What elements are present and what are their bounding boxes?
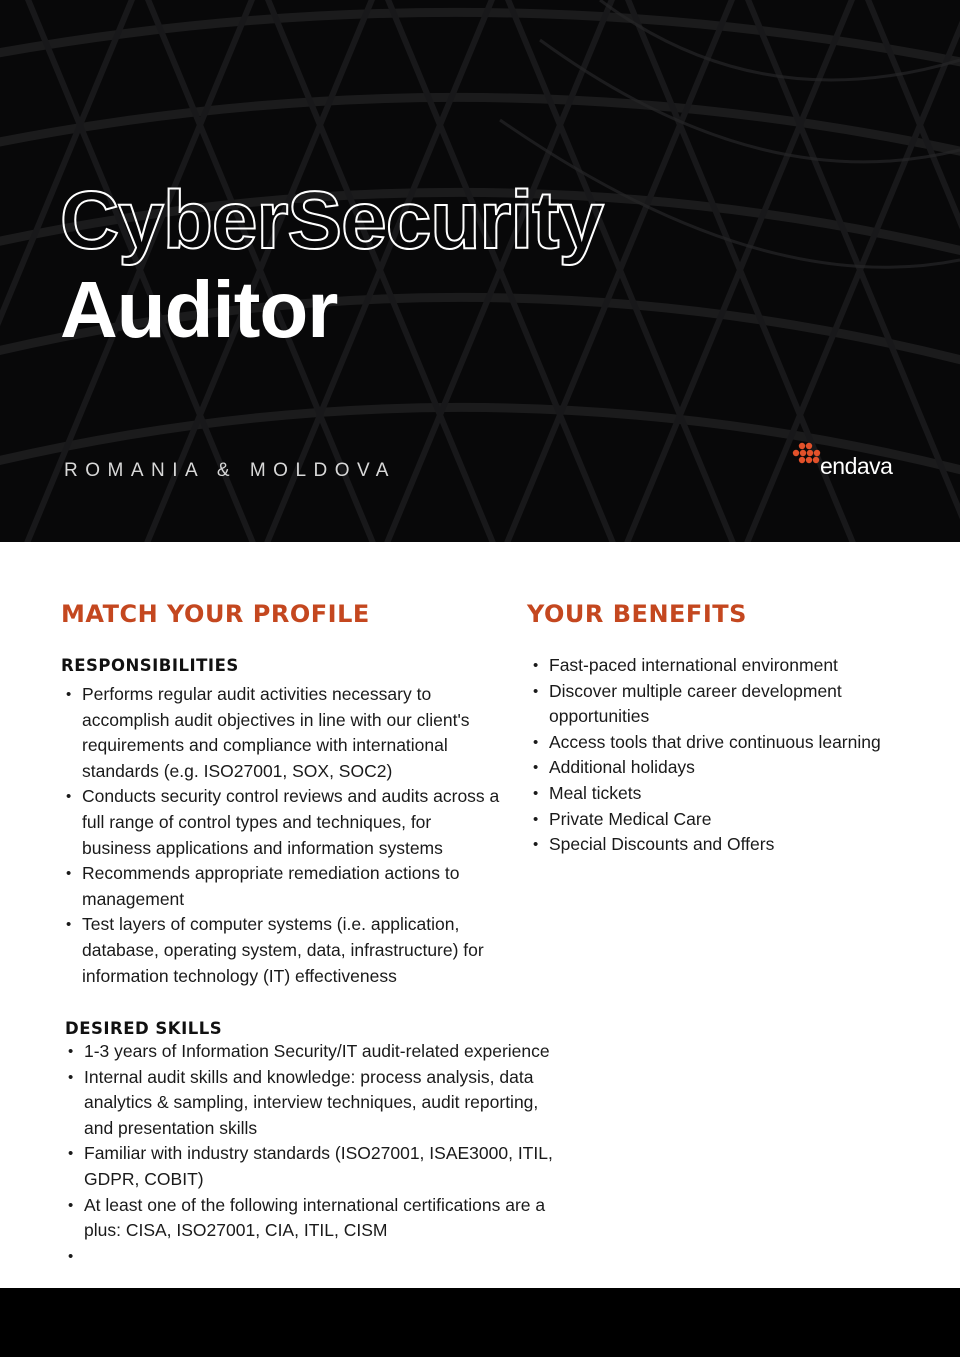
list-item: • Internal audit skills and knowledge: process analysis, data analytics & sampling, interview techniques, audit reporting, and presentation skills xyxy=(64,1065,556,1142)
responsibilities-heading: RESPONSIBILITIES xyxy=(61,656,239,675)
list-item: • Discover multiple career development opportunities xyxy=(529,679,909,730)
responsibilities-list xyxy=(62,682,502,989)
list-item: • 1-3 years of Information Security/IT audit-related experience xyxy=(64,1039,556,1065)
brand-name: endava xyxy=(820,453,893,479)
hero-banner xyxy=(0,0,960,542)
benefits-list xyxy=(529,653,909,858)
list-item: • Familiar with industry standards (ISO27001, ISAE3000, ITIL, GDPR, COBIT) xyxy=(64,1141,556,1192)
list-item: • Performs regular audit activities necessary to accomplish audit objectives in line with our client's requirements and compliance with international standards (e.g. ISO27001, SOX, SOC2) xyxy=(62,682,502,784)
list-item: • Recommends appropriate remediation actions to management xyxy=(62,861,502,912)
skills-heading: DESIRED SKILLS xyxy=(65,1019,223,1038)
profile-heading: MATCH YOUR PROFILE xyxy=(61,600,370,628)
skills-list xyxy=(64,1039,556,1269)
location-label: ROMANIA & MOLDOVA xyxy=(64,460,396,481)
title-line-1: CyberSecurity xyxy=(60,175,604,266)
list-item xyxy=(64,1244,556,1270)
list-item: • Fast-paced international environment xyxy=(529,653,909,679)
list-item: • Test layers of computer systems (i.e. application, database, operating system, data, infrastructure) for information technology (IT) effectiveness xyxy=(62,912,502,989)
list-item: • Special Discounts and Offers xyxy=(529,832,909,858)
list-item: • At least one of the following international certifications are a plus: CISA, ISO27001, CIA, ITIL, CISM xyxy=(64,1193,556,1244)
title-line-2: Auditor xyxy=(60,265,338,354)
list-item: • Private Medical Care xyxy=(529,807,909,833)
endava-logo xyxy=(792,442,902,482)
list-item: • Access tools that drive continuous learning xyxy=(529,730,909,756)
list-item: • Meal tickets xyxy=(529,781,909,807)
list-item: • Additional holidays xyxy=(529,755,909,781)
benefits-heading: YOUR BENEFITS xyxy=(527,600,747,628)
footer-band xyxy=(0,1288,960,1357)
list-item: • Conducts security control reviews and audits across a full range of control types and techniques, for business applications and information systems xyxy=(62,784,502,861)
